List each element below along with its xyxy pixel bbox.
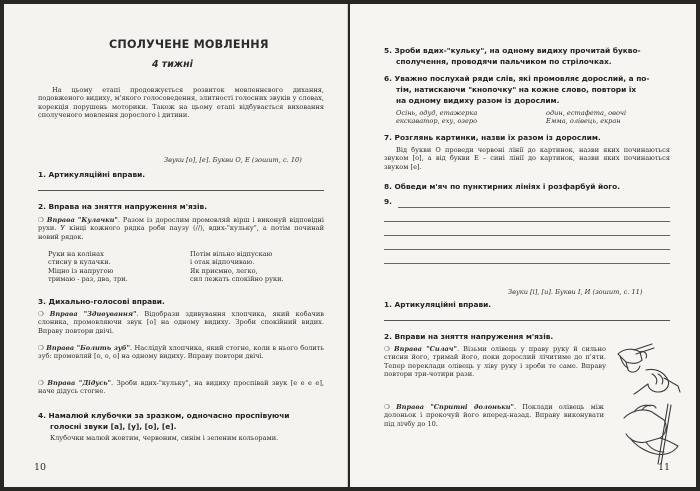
section-subtitle: 4 тижні	[152, 59, 193, 70]
exercise-text: . Візьми олівець у праву руку й сильно стисни його, тримай його, поки дорослий лічитиме до п'яти. Тепер переклади олівець у ліву руку і зроби те саме. Вправу повтори три-чотири рази.	[384, 345, 606, 378]
circle-bullet-icon: ❍	[38, 216, 44, 224]
heading-draw-balls-cont: голосні звуки [а], [у], [о], [е].	[50, 422, 177, 431]
palms-rolling-pencil-illustration	[616, 398, 686, 468]
write-line	[398, 207, 670, 208]
left-page	[4, 4, 348, 487]
heading-listen-words-cont2: на одному видиху разом із дорослим.	[396, 96, 560, 105]
poem-left-column	[48, 250, 128, 283]
heading-listen-words-cont: тім, натискаючи "кнопочку" на кожне слово, повтори їх	[396, 85, 637, 94]
exercise-name: Вправа "Болить зуб"	[46, 344, 131, 352]
word-row: екскаватор, еху, озеро	[396, 117, 478, 126]
exercise-text: . Поклади олівець між долоньок і прокочуй його вперед-назад. Вправу виконувати під лічбу до 10.	[384, 403, 604, 428]
write-line	[384, 249, 670, 250]
exercise-sylach	[384, 345, 606, 378]
page-number: 10	[34, 462, 47, 473]
word-row: Осінь, одуд, етажерка	[396, 109, 478, 117]
fist-with-pencil-illustration	[612, 340, 684, 398]
heading-read-syllables-cont: сполучення, проводячи пальчиком по стрілочках.	[396, 57, 612, 66]
section-title: СПОЛУЧЕНЕ МОВЛЕННЯ	[109, 38, 269, 51]
exercise-name: Вправа "Здивування"	[49, 310, 137, 318]
poem-line: Міцно із напругою	[48, 266, 114, 275]
poem-line: Руки на колінах	[48, 250, 104, 258]
poem-line: стисну в кулачки.	[48, 258, 111, 267]
exercise-zdyvuvannia	[38, 310, 324, 335]
heading-listen-words: 6. Уважно послухай ряди слів, які промовляє дорослий, а по-	[384, 74, 650, 83]
word-row: Емма, олівець, екран	[546, 117, 621, 126]
word-row: один, естафета, овочі	[546, 109, 627, 117]
word-list-right	[546, 109, 626, 126]
exercise-text: . Наслідуй хлопчика, який стогне, коли в нього болить зуб: промовляй [о, о, о] на одному видиху. Вправу повтори двічі.	[38, 344, 324, 361]
exercise-name: Вправа "Силач"	[394, 345, 457, 353]
exercise-name: Вправа "Кулачки"	[46, 216, 118, 224]
heading-draw-balls: 4. Намалюй клубочки за зразком, одночасно проспівуючи	[38, 411, 290, 420]
exercise-text: . Зроби вдих-"кульку", на видиху проспівай звук [е е е е], наче дідусь стогне.	[38, 379, 324, 396]
exercise-text: . Разом із дорослим промовляй вірш і виконуй відповідні рухи. У кінці кожного рядка роби паузу (//), вдих-"кульку", а потім починай новий рядок.	[38, 216, 324, 241]
poem-line: тримаю - раз, два, три.	[48, 274, 128, 283]
exercise-name: Вправа "Спритні долоньки"	[396, 403, 514, 411]
circle-bullet-icon: ❍	[38, 344, 44, 352]
poem-right-column	[190, 250, 284, 283]
circle-bullet-icon: ❍	[384, 345, 390, 353]
exercise-name: Вправа "Дідусь"	[47, 379, 112, 387]
exercise-kulachky	[38, 216, 324, 241]
heading-pictures: 7. Розглянь картинки, назви їх разом із дорослим.	[384, 133, 601, 142]
exercise-bolyt-zub	[38, 344, 324, 361]
write-line	[384, 263, 670, 264]
poem-line: і отак відпочиваю.	[190, 258, 255, 267]
exercise-text: . Відобрази здивування хлопчика, який кобачив слоника, промовляючи звук [о] на одному видиху. Зроби спокійний видих. Вправу повтори двічі.	[38, 310, 324, 335]
write-line	[384, 221, 670, 222]
heading-read-syllables: 5. Зроби вдих-"кульку", на одному видиху прочитай букво-	[384, 46, 641, 55]
write-line	[384, 320, 670, 321]
heading-articulation: 1. Артикуляційні вправи.	[38, 170, 146, 179]
circle-bullet-icon: ❍	[38, 310, 44, 318]
heading-breathing-exercises: 3. Дихально-голосові вправи.	[38, 297, 165, 306]
page-number: 11	[658, 462, 671, 473]
exercise-spurytni-dolonky	[384, 403, 604, 428]
poem-line: сил лежать спокійно руки.	[190, 274, 284, 283]
pictures-instruction: Від букви О проведи червоні лінії до картинок, назви яких починаються звуком [о], а від букви Е – сині лінії до картинок, назви яких починаються звуком [е].	[384, 146, 670, 171]
exercise-didus	[38, 379, 324, 396]
poem-line: Як приємно, легко,	[190, 266, 258, 275]
draw-balls-instruction: Клубочки малюй жовтим, червоним, синім і зеленим кольорами.	[50, 434, 279, 442]
intro-paragraph: На цьому етапі продовжується розвиток мовленнєвого дихання, подовженого видиху, м'якого голосоведення, злитності голосних звуків у словах, корекція порушень моторики. Також на цьому етапі відбувається виховання сполученого мовлення дорослого і дитини.	[38, 86, 324, 119]
sounds-reference: Звуки [і], [и]. Букви І, И (зошит, с. 11)	[508, 288, 643, 296]
write-line	[38, 190, 324, 191]
circle-bullet-icon: ❍	[38, 379, 44, 387]
circle-bullet-icon: ❍	[384, 403, 390, 411]
heading-tension-exercise: 2. Вправа на зняття напруження м'язів.	[38, 202, 208, 211]
task-9-label: 9.	[384, 197, 392, 206]
word-list-left	[396, 109, 477, 126]
heading-articulation: 1. Артикуляційні вправи.	[384, 300, 492, 309]
write-line	[384, 235, 670, 236]
sounds-reference: Звуки [о], [е]. Букви О, Е (зошит, с. 10)	[164, 156, 302, 164]
right-page	[350, 4, 696, 487]
heading-tension-exercises: 2. Вправи на зняття напруження м'язів.	[384, 332, 554, 341]
heading-trace-ball: 8. Обведи м'яч по пунктирних лініях і розфарбуй його.	[384, 182, 621, 191]
poem-line: Потім вільно відпускаю	[190, 250, 273, 258]
